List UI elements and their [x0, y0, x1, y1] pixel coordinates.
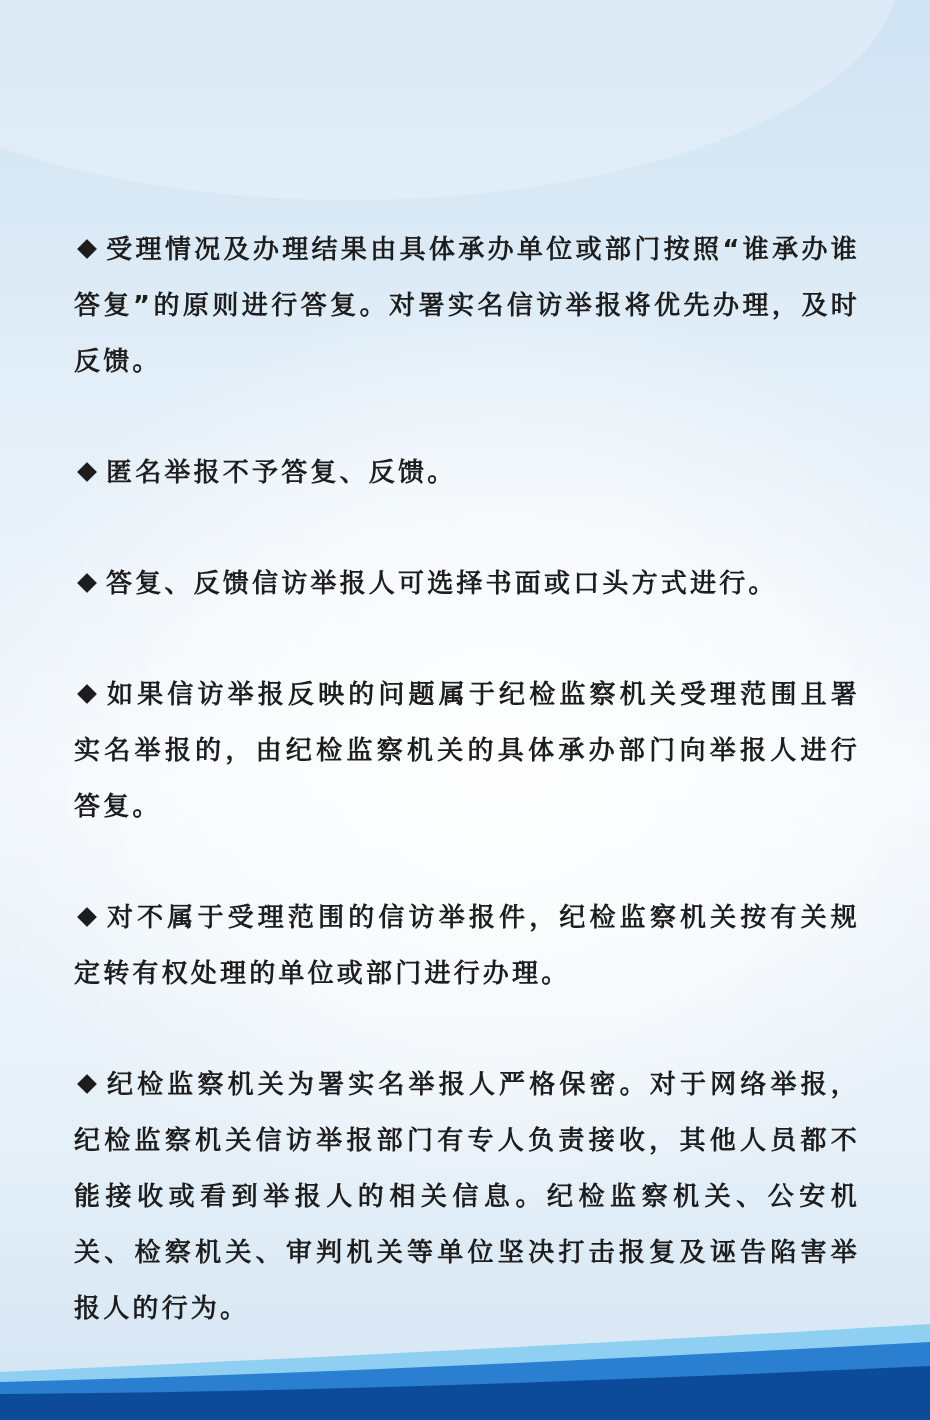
- notice-item-text: 如果信访举报反映的问题属于纪检监察机关受理范围且署实名举报的，由纪检监察机关的具体承办部门向举报人进行答复。: [74, 680, 860, 822]
- notice-item: [74, 222, 860, 390]
- diamond-bullet-icon: [77, 1074, 97, 1094]
- notice-item-text: 答复、反馈信访举报人可选择书面或口头方式进行。: [106, 569, 778, 599]
- notice-item: [74, 890, 860, 1002]
- notice-item: [74, 556, 860, 612]
- diamond-bullet-icon: [77, 573, 97, 593]
- notice-item: [74, 667, 860, 835]
- notice-item: [74, 1057, 860, 1337]
- notice-item-text: 对不属于受理范围的信访举报件，纪检监察机关按有关规定转有权处理的单位或部门进行办理。: [74, 903, 860, 989]
- notice-item-text: 纪检监察机关为署实名举报人严格保密。对于网络举报，纪检监察机关信访举报部门有专人负责接收，其他人员都不能接收或看到举报人的相关信息。纪检监察机关、公安机关、检察机关、审判机关等单位坚决打击报复及诬告陷害举报人的行为。: [74, 1070, 860, 1324]
- notice-item-text: 受理情况及办理结果由具体承办单位或部门按照“谁承办谁答复”的原则进行答复。对署实名信访举报将优先办理，及时反馈。: [74, 235, 860, 377]
- bottom-wave-decoration: [0, 1310, 930, 1420]
- notice-item-text: 匿名举报不予答复、反馈。: [106, 458, 457, 488]
- notice-item: [74, 445, 860, 501]
- notice-list: [74, 222, 860, 1337]
- diamond-bullet-icon: [77, 684, 97, 704]
- background-highlight: [0, 0, 900, 200]
- diamond-bullet-icon: [77, 907, 97, 927]
- diamond-bullet-icon: [77, 462, 97, 482]
- diamond-bullet-icon: [77, 239, 97, 259]
